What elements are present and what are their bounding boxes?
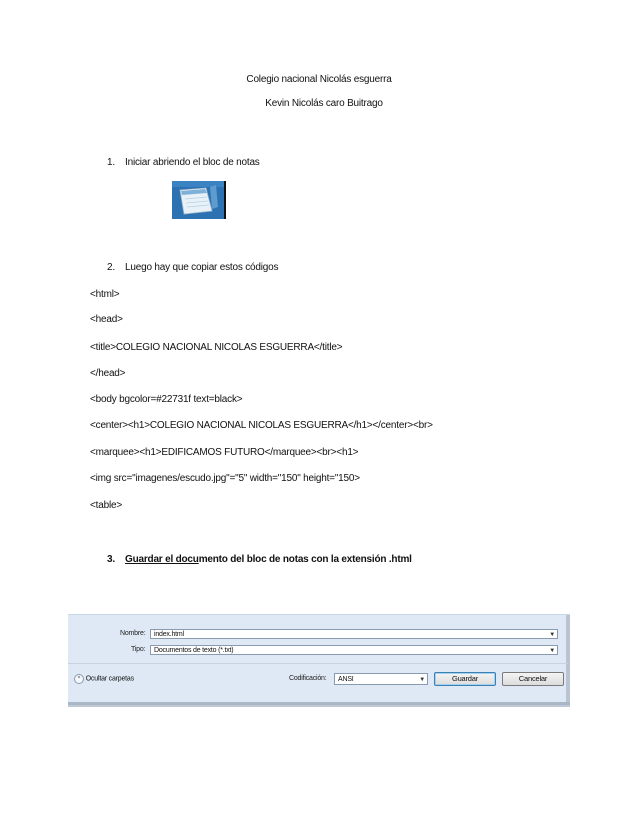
save-dialog bbox=[68, 614, 570, 705]
step-2-number: 2. bbox=[107, 262, 115, 273]
step-1-text: Iniciar abriendo el bloc de notas bbox=[125, 157, 260, 168]
file-name-value: index.html bbox=[154, 631, 184, 638]
step-2-text: Luego hay que copiar estos códigos bbox=[125, 262, 279, 273]
step-3-underlined: Guardar el docu bbox=[125, 554, 199, 565]
chevron-down-icon[interactable]: ▼ bbox=[419, 677, 425, 683]
code-line: </head> bbox=[90, 368, 126, 379]
school-name: Colegio nacional Nicolás esguerra bbox=[246, 74, 392, 85]
code-line: <body bgcolor=#22731f text=black> bbox=[90, 394, 243, 405]
code-line: <marquee><h1>EDIFICAMOS FUTURO</marquee><br><h1> bbox=[90, 447, 359, 458]
dialog-border bbox=[566, 615, 570, 705]
file-name-label: Nombre: bbox=[120, 630, 146, 637]
encoding-select[interactable] bbox=[334, 673, 428, 685]
file-type-select[interactable] bbox=[150, 645, 558, 655]
save-button[interactable]: Guardar bbox=[434, 672, 496, 686]
step-1-number: 1. bbox=[107, 157, 115, 168]
step-3-number: 3. bbox=[107, 554, 115, 565]
step-3-rest: mento del bloc de notas con la extensión .html bbox=[198, 554, 412, 565]
author-name: Kevin Nicolás caro Buitrago bbox=[265, 98, 383, 109]
encoding-label: Codificación: bbox=[289, 675, 327, 682]
code-line: <center><h1>COLEGIO NACIONAL NICOLAS ESGUERRA</h1></center><br> bbox=[90, 420, 433, 431]
code-line: <head> bbox=[90, 314, 123, 325]
code-line: <html> bbox=[90, 289, 120, 300]
cancel-button[interactable]: Cancelar bbox=[502, 672, 564, 686]
hide-folders-label: Ocultar carpetas bbox=[85, 675, 134, 683]
file-type-value: Documentos de texto (*.txt) bbox=[154, 647, 234, 654]
code-line: <table> bbox=[90, 500, 122, 511]
chevron-down-icon[interactable]: ▼ bbox=[549, 632, 555, 638]
code-line: <title>COLEGIO NACIONAL NICOLAS ESGUERRA</title> bbox=[90, 342, 343, 353]
notepad-icon bbox=[172, 181, 226, 219]
chevron-up-icon: ^ bbox=[74, 674, 84, 684]
encoding-value: ANSI bbox=[338, 676, 354, 683]
step-3-text bbox=[125, 554, 412, 565]
file-type-label: Tipo: bbox=[131, 646, 146, 653]
dialog-border bbox=[68, 702, 570, 705]
hide-folders-toggle[interactable] bbox=[74, 674, 134, 684]
dialog-separator bbox=[68, 663, 568, 664]
chevron-down-icon[interactable]: ▼ bbox=[549, 648, 555, 654]
file-name-input[interactable] bbox=[150, 629, 558, 639]
code-line: <img src="imagenes/escudo.jpg"="5" width="150" height="150> bbox=[90, 473, 360, 484]
